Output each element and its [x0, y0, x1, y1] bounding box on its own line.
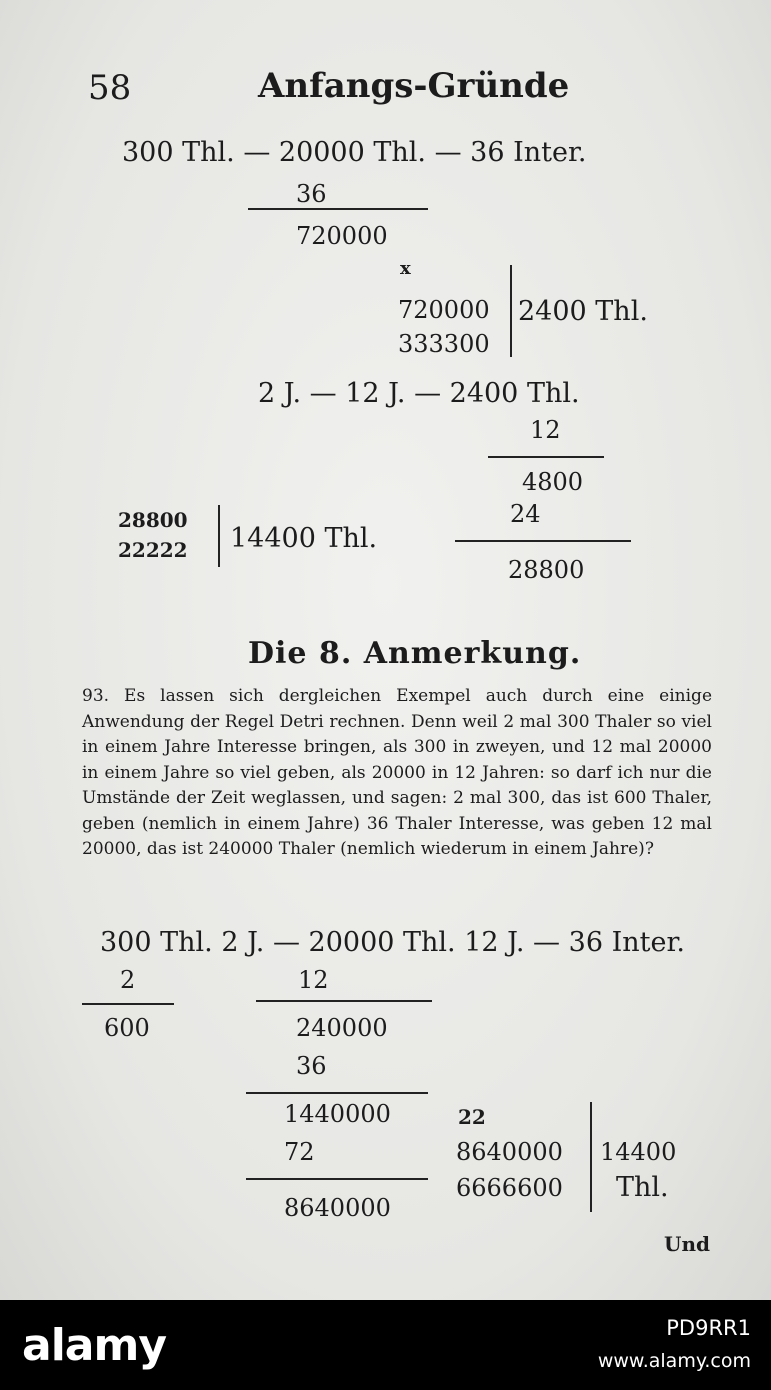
- calc3-left-rule: [82, 1003, 174, 1005]
- calc3-mid-product: 240000: [296, 1014, 388, 1042]
- calc1-quotient: 2400 Thl.: [518, 296, 648, 327]
- calc3-mid-rule: [256, 1000, 432, 1002]
- calc2-division-bar: [218, 505, 220, 567]
- site-url: www.alamy.com: [597, 1350, 751, 1372]
- calc2-product2: 28800: [508, 556, 585, 584]
- calc3-total-rule: [246, 1178, 428, 1180]
- calc3-total: 8640000: [284, 1194, 391, 1222]
- calc3-division-bar: [590, 1102, 592, 1212]
- body-paragraph: 93. Es lassen sich dergleichen Exempel auch durch eine einige Anwendung der Regel Detri rechnen. Denn weil 2 mal 300 Thaler so viel in einem Jahre Interesse bringen, als 300 in zweyen, und 12 mal 20000 in einem Jahre so viel geben, als 20000 in 12 Jahren: so darf ich nur die Umstände der Zeit weglassen, und sagen: 2 mal 300, das ist 600 Thaler, geben (nemlich in einem Jahre) 36 Thaler Interesse, was geben 12 mal 20000, das ist 240000 Thaler (nemlich wiederum in einem Jahre)?: [82, 686, 712, 859]
- calc3-partial1: 1440000: [284, 1100, 391, 1128]
- calc2-quotient: 14400 Thl.: [230, 523, 378, 554]
- calc2-divisor: 22222: [118, 538, 188, 562]
- calc2-rule: [488, 456, 604, 458]
- calc3-dividend: 8640000: [456, 1138, 563, 1166]
- calc3-partial2: 72: [284, 1138, 315, 1166]
- calc2-rule2: [455, 540, 631, 542]
- image-id: PD9RR1: [666, 1316, 751, 1340]
- calc3-header: 300 Thl. 2 J. — 20000 Thl. 12 J. — 36 Inter.: [100, 927, 685, 958]
- watermark-banner: [0, 1300, 771, 1390]
- calc1-remnant: x: [400, 258, 411, 279]
- running-title: Anfangs-Gründe: [258, 66, 570, 106]
- calc3-quotient-unit: Thl.: [616, 1172, 669, 1203]
- section-heading: Die 8. Anmerkung.: [248, 636, 582, 671]
- page-number: 58: [88, 68, 132, 108]
- calc1-product: 720000: [296, 222, 388, 250]
- calc3-quotient: 14400: [600, 1138, 677, 1166]
- catchword: Und: [664, 1232, 710, 1256]
- calc3-mid-multiplier: 12: [298, 966, 329, 994]
- calc1-dividend: 720000: [398, 296, 490, 324]
- calc2-multiplier2: 24: [510, 500, 541, 528]
- calc1-rule: [248, 208, 428, 210]
- calc3-mid-multiplier2: 36: [296, 1052, 327, 1080]
- calc3-remnant: 22: [458, 1105, 486, 1129]
- alamy-logo: alamy: [22, 1320, 166, 1371]
- calc2-multiplier: 12: [530, 416, 561, 444]
- calc3-left-product: 600: [104, 1014, 150, 1042]
- calc2-product: 4800: [522, 468, 584, 496]
- calc2-dividend: 28800: [118, 508, 188, 532]
- calc1-header: 300 Thl. — 20000 Thl. — 36 Inter.: [122, 137, 587, 168]
- calc3-left-multiplier: 2: [120, 966, 136, 994]
- calc1-multiplier: 36: [296, 180, 327, 208]
- calc3-divisor: 6666600: [456, 1174, 563, 1202]
- calc2-header: 2 J. — 12 J. — 2400 Thl.: [258, 378, 580, 409]
- calc1-divisor: 333300: [398, 330, 490, 358]
- calc1-division-bar: [510, 265, 512, 357]
- calc3-mid-rule2: [246, 1092, 428, 1094]
